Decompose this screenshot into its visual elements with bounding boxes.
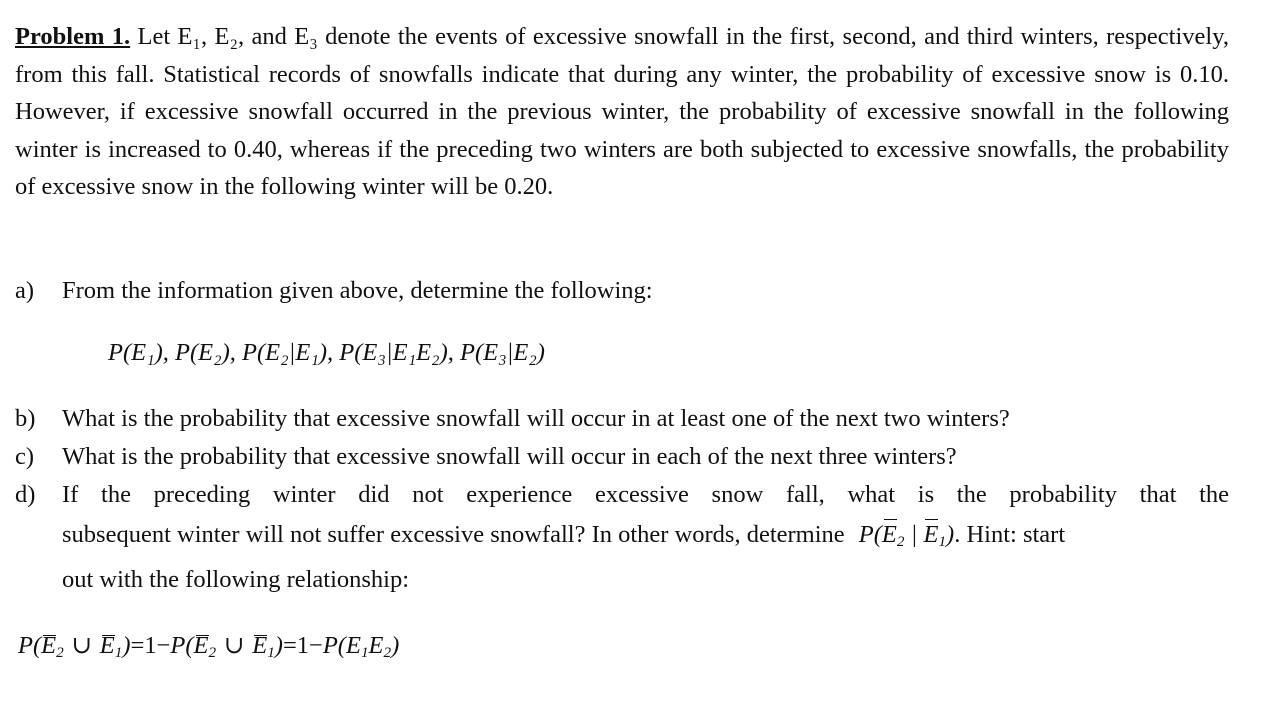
problem-intro: Let E₁, E₂, and E₃ denote the events of excessive snowfall in the first, second, and third winters, respectively, from this fall. Statistical records of snowfalls indicate that during any winter, the probability of excessive snow is 0.10. However, if excessive snowfall occurred in the previous winter, the probability of excessive snowfall in the following winter is increased to 0.40, whereas if the preceding two winters are both subjected to excessive snowfalls, the probability of excessive snow in the following winter will be 0.20. bbox=[15, 23, 1229, 201]
part-d-line2-text: subsequent winter will not suffer excessive snowfall? In other words, determine bbox=[62, 521, 845, 548]
part-d-line1: If the preceding winter did not experience excessive snow fall, what is the probability that the bbox=[62, 481, 1229, 508]
formula-equals-two: =1− bbox=[282, 632, 323, 659]
part-a-text: From the information given above, determine the following: bbox=[62, 277, 653, 304]
part-b-label: b) bbox=[15, 405, 36, 432]
part-a-label: a) bbox=[15, 277, 35, 304]
part-c-label: c) bbox=[15, 443, 35, 470]
part-b-text: What is the probability that excessive snowfall will occur in at least one of the next two winters? bbox=[62, 405, 1010, 432]
problem-statement bbox=[15, 18, 1229, 206]
part-a-expression bbox=[108, 339, 545, 367]
probabilities-list: P(E₁), P(E₂), P(E₂|E₁), P(E₃|E₁E₂), P(E₃|E₂) bbox=[108, 339, 545, 366]
hint-formula: $P(E_2$ ∪ $E_1)=1-P(E_2$ ∪ $E_1)=1-P(E_1E_2)$ bbox=[18, 630, 400, 661]
part-d-label: d) bbox=[15, 481, 36, 508]
problem-heading: Problem 1. bbox=[15, 23, 131, 50]
part-d-line2 bbox=[62, 516, 1229, 554]
conditional-probability-expression: $P(E_2$ | $E_1$) bbox=[859, 521, 954, 548]
part-d-line3: out with the following relationship: bbox=[62, 566, 410, 593]
part-c-text: What is the probability that excessive snowfall will occur in each of the next three winters? bbox=[62, 443, 957, 470]
part-d-hint: . Hint: start bbox=[954, 521, 1066, 548]
formula-equals-one: =1− bbox=[130, 632, 171, 659]
